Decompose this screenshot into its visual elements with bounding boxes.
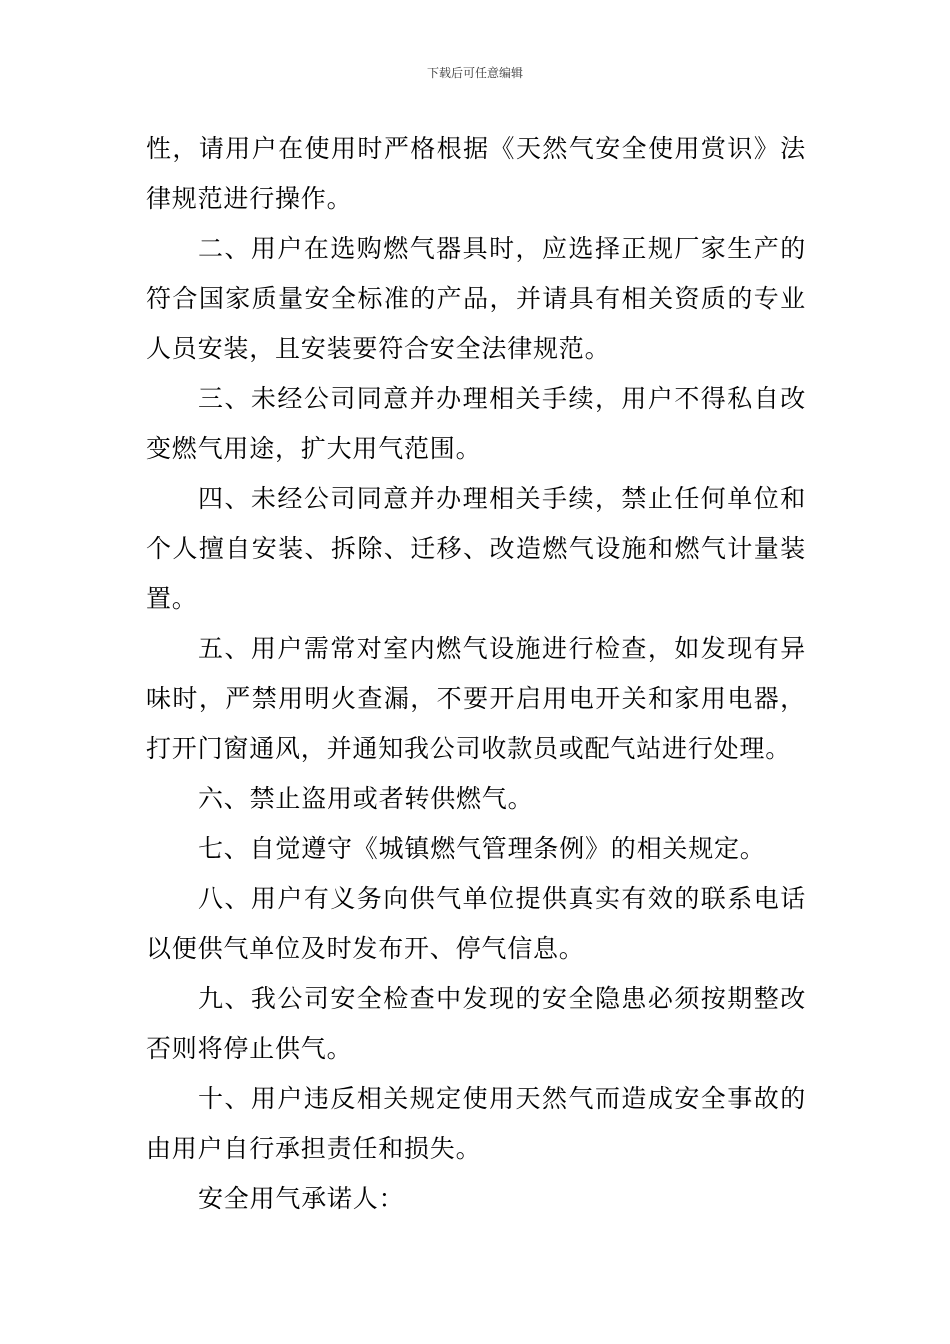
paragraph-item-7: 七、自觉遵守《城镇燃气管理条例》的相关规定。 [198,834,766,863]
page-header-note: 下载后可任意编辑 [426,66,523,80]
paragraph-item-5: 五、用户需常对室内燃气设施进行检查，如发现有异味时，严禁用明火查漏，不要开启用电开关和家用电器，打开门窗通风，并通知我公司收款员或配气站进行处理。 [146,634,806,763]
paragraph-item-8: 八、用户有义务向供气单位提供真实有效的联系电话以便供气单位及时发布开、停气信息。 [146,884,806,963]
paragraph-item-6: 六、禁止盗用或者转供燃气。 [198,784,534,813]
paragraph-item-9: 九、我公司安全检查中发现的安全隐患必须按期整改否则将停止供气。 [146,984,806,1063]
paragraph-continuation: 性，请用户在使用时严格根据《天然气安全使用赏识》法律规范进行操作。 [146,134,806,213]
paragraph-item-4: 四、未经公司同意并办理相关手续，禁止任何单位和个人擅自安装、拆除、迁移、改造燃气设施和燃气计量装置。 [146,484,806,613]
paragraph-item-10: 十、用户违反相关规定使用天然气而造成安全事故的由用户自行承担责任和损失。 [146,1084,806,1163]
paragraph-item-3: 三、未经公司同意并办理相关手续，用户不得私自改变燃气用途，扩大用气范围。 [146,384,806,463]
signature-line-label: 安全用气承诺人： [198,1184,405,1213]
paragraph-item-2: 二、用户在选购燃气器具时，应选择正规厂家生产的符合国家质量安全标准的产品，并请具有相关资质的专业人员安装，且安装要符合安全法律规范。 [146,234,806,363]
document-body [146,124,806,1224]
